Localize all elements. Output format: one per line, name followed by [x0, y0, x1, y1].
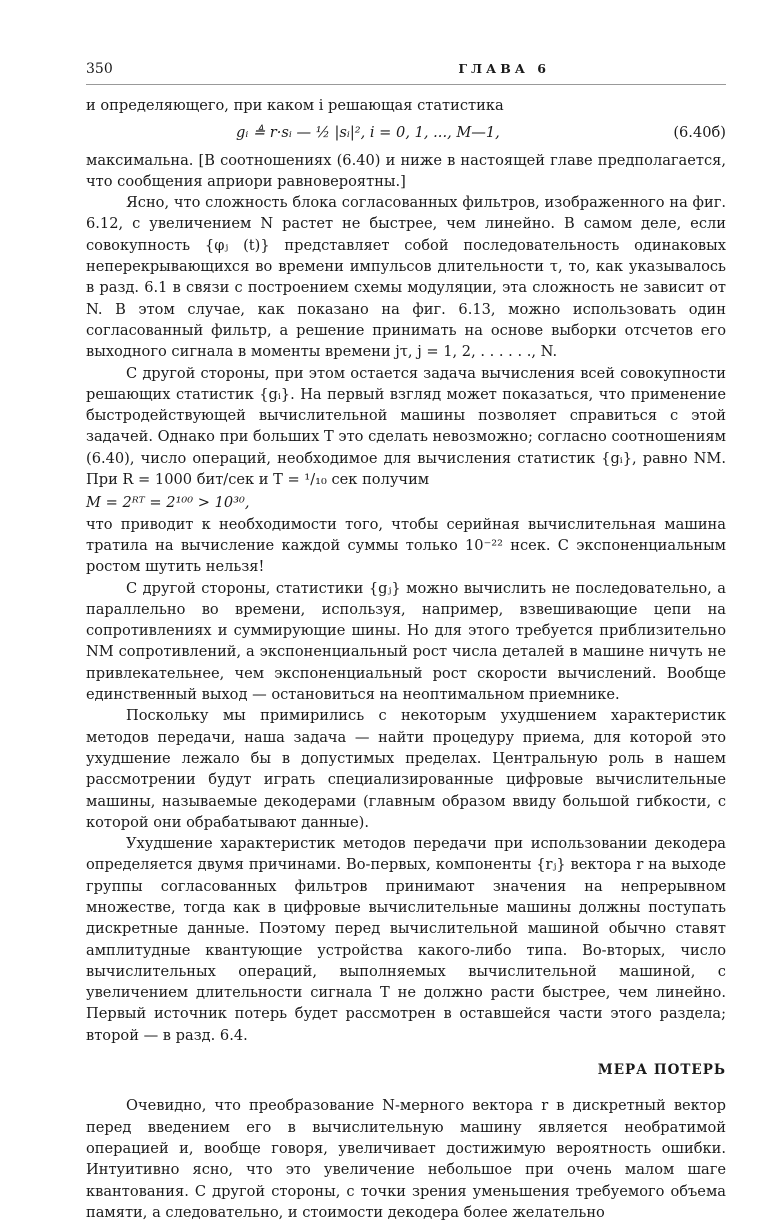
paragraph: максимальна. [В соотношениях (6.40) и ниже в настоящей главе предполагается, что сообщения априори равновероятны.] — [86, 151, 726, 190]
book-page — [86, 58, 726, 1223]
paragraph: что приводит к необходимости того, чтобы серийная вычислительная машина тратила на вычисление каждой суммы только 10⁻²² нсек. С экспоненциальным ростом шутить нельзя! — [86, 515, 726, 576]
paragraph: Ухудшение характеристик методов передачи при использовании декодера определяется двумя причинами. Во-первых, компоненты {rⱼ} вектора r на выходе группы согласованных фильтров принимают значения на непрерывном множестве, тогда как в цифровые вычислительные машины должны поступать дискретные данные. Поэтому перед вычислительной машиной обычно ставят амплитудные квантующие устройства какого-либо типа. Во-вторых, число вычислительных операций, выполняемых вычислительной машиной, с увеличением длительности сигнала T не должно расти быстрее, чем линейно. Первый источник потерь будет рассмотрен в оставшейся части этого раздела; второй — в разд. 6.4. — [86, 835, 726, 1044]
equation-6-40b — [86, 122, 726, 143]
paragraph: Ясно, что сложность блока согласованных фильтров, изображенного на фиг. 6.12, с увеличением N растет не быстрее, чем линейно. В самом деле, если совокупность {φⱼ (t)} представляет собой последовательность одинаковых неперекрывающихся во времени импульсов длительности τ, то, как указывалось в разд. 6.1 в связи с построением схемы модуляции, эта сложность не зависит от N. В этом случае, как показано на фиг. 6.13, можно использовать один согласованный фильтр, а решение принимать на основе выборки отсчетов его выходного сигнала в моменты времени jτ, j = 1, 2, . . . . . ., N. — [86, 194, 726, 361]
running-head: ГЛАВА 6 — [458, 61, 550, 76]
equation-body: gᵢ ≜ r·sᵢ — ½ |sᵢ|², i = 0, 1, ..., M—1, — [236, 124, 500, 142]
paragraph: и определяющего, при каком i решающая статистика — [86, 97, 504, 114]
equation-inline: M = 2ᴿᵀ = 2¹⁰⁰ > 10³⁰, — [86, 494, 250, 512]
page-number: 350 — [86, 61, 113, 77]
paragraph: Поскольку мы примирились с некоторым ухудшением характеристик методов передачи, наша задача — найти процедуру приема, для которой это ухудшение лежало бы в допустимых пределах. Центральную роль в нашем рассмотрении будут играть специализированные цифровые вычислительные машины, называемые декодерами (главным образом ввиду большой гибкости, с которой они обрабатывают данные). — [86, 707, 726, 831]
section-title: МЕРА ПОТЕРЬ — [597, 1062, 726, 1079]
paragraph: С другой стороны, при этом остается задача вычисления всей совокупности решающих статистик {gᵢ}. На первый взгляд может показаться, что применение быстродействующей вычислительной машины позволяет справиться с этой задачей. Однако при больших T это сделать невозможно; согласно соотношениям (6.40), число операций, необходимое для вычисления статистик {gᵢ}, равно NM. При R = 1000 бит/сек и T = ¹/₁₀ сек получим — [86, 364, 726, 489]
page-header — [86, 58, 726, 85]
equation-number: (6.40б) — [673, 124, 726, 142]
paragraph: Очевидно, что преобразование N-мерного вектора r в дискретный вектор перед введением его в вычислительную машину является необратимой операцией и, вообще говоря, увеличивает достижимую вероятность ошибки. Интуитивно ясно, что это увеличение небольшое при очень малом шаге квантования. С другой стороны, с точки зрения уменьшения требуемого объема памяти, а следовательно, и стоимости декодера более желательно — [86, 1097, 726, 1221]
paragraph: С другой стороны, статистики {gⱼ} можно вычислить не последовательно, а параллельно во времени, используя, например, взвешивающие цепи на сопротивлениях и суммирующие шины. Но для этого требуется приблизительно NM сопротивлений, а экспоненциальный рост числа деталей в машине ничуть не привлекательнее, чем экспоненциальный рост скорости вычислений. Вообще единственный выход — остановиться на неоптимальном приемнике. — [86, 579, 726, 704]
